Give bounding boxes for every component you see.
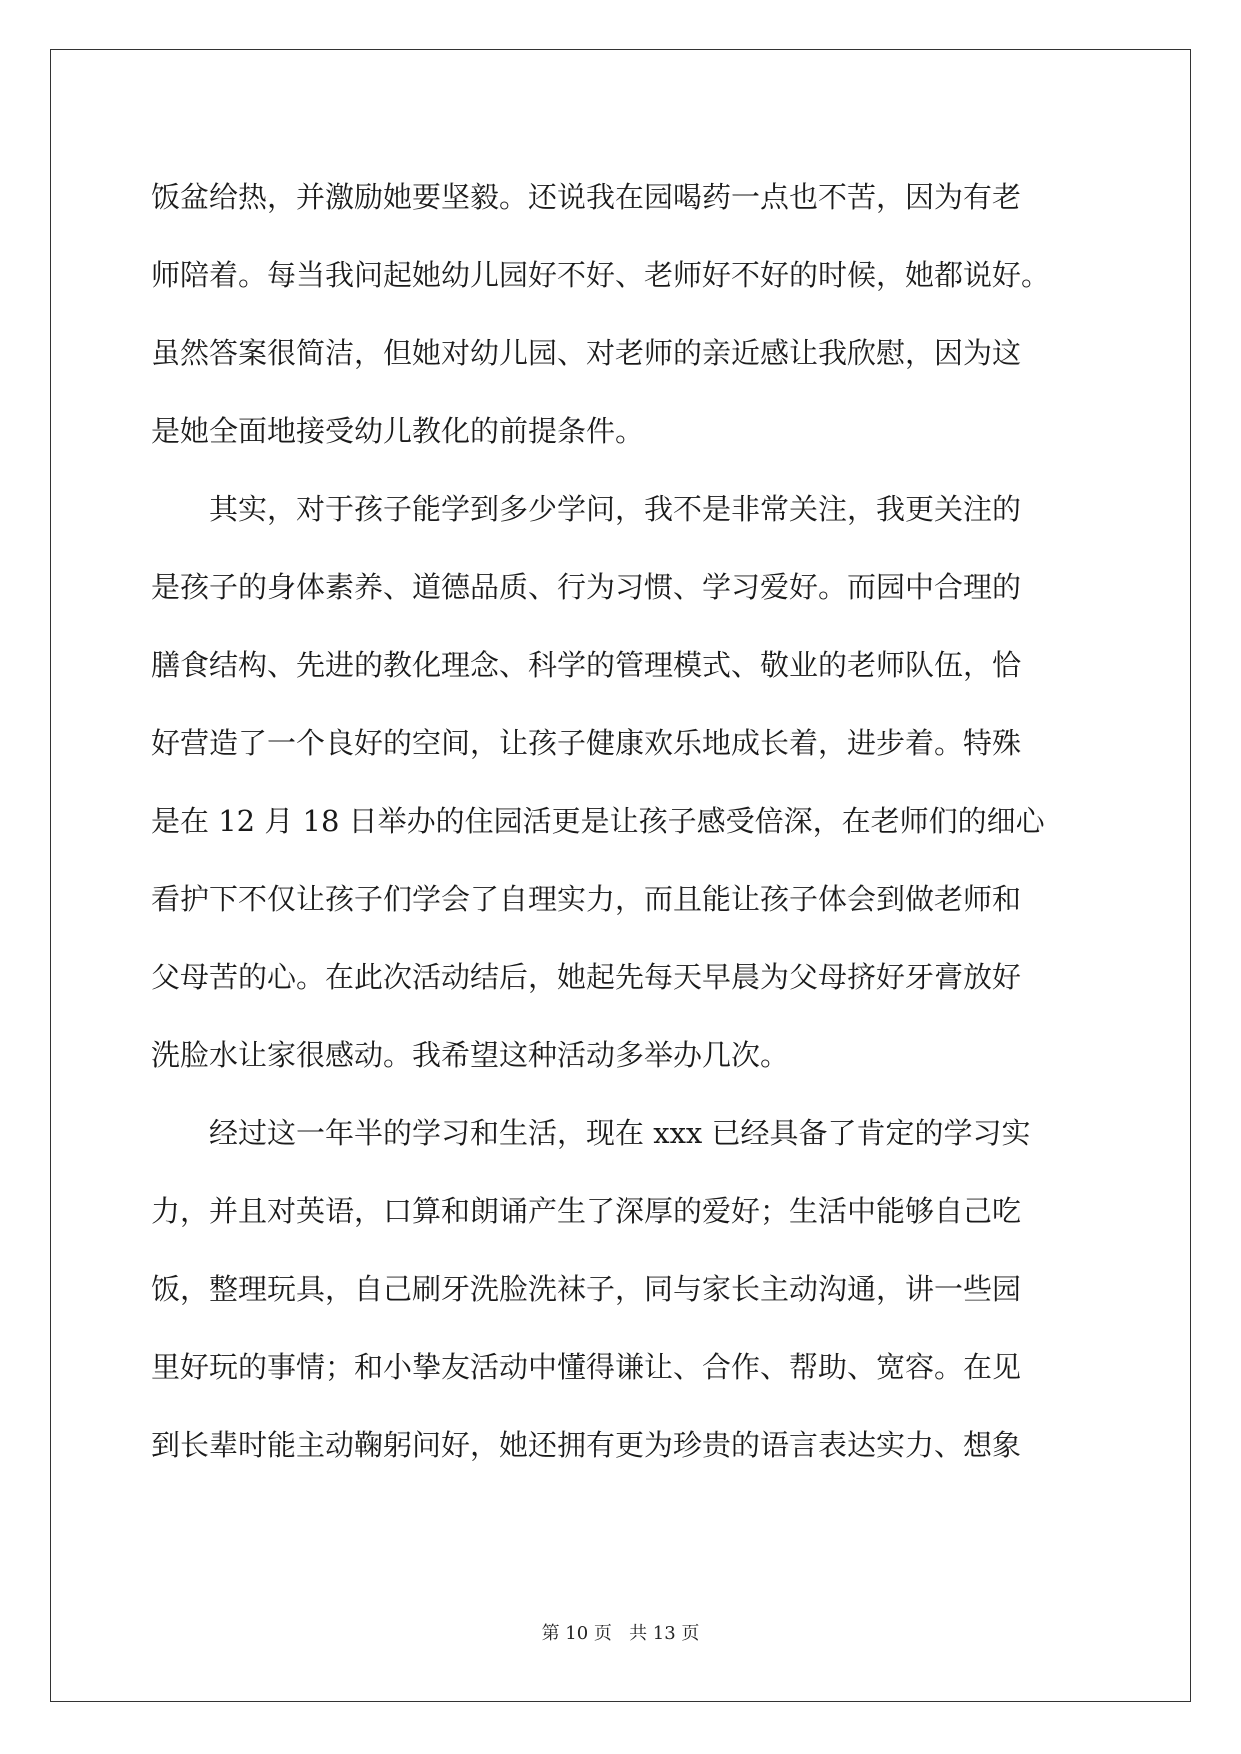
text-line: 是在 12 月 18 日举办的住园活更是让孩子感受倍深，在老师们的细心: [151, 804, 1045, 838]
text-line: 是她全面地接受幼儿教化的前提条件。: [151, 414, 645, 448]
text-line: 饭，整理玩具，自己刷牙洗脸洗袜子，同与家长主动沟通，讲一些园: [151, 1272, 1022, 1306]
text-line: 里好玩的事情；和小挚友活动中懂得谦让、合作、帮助、宽容。在见: [151, 1350, 1022, 1384]
text-line: 是孩子的身体素养、道德品质、行为习惯、学习爱好。而园中合理的: [151, 570, 1022, 604]
text-line: 其实，对于孩子能学到多少学问，我不是非常关注，我更关注的: [151, 492, 1022, 526]
page-number: 第 10 页 共 13 页: [541, 1623, 700, 1644]
text-line: 父母苦的心。在此次活动结后，她起先每天早晨为父母挤好牙膏放好: [151, 960, 1022, 994]
text-line: 饭盆给热，并激励她要坚毅。还说我在园喝药一点也不苦，因为有老: [151, 180, 1022, 214]
text-line: 经过这一年半的学习和生活，现在 xxx 已经具备了肯定的学习实: [151, 1116, 1031, 1150]
text-line: 力，并且对英语，口算和朗诵产生了深厚的爱好；生活中能够自己吃: [151, 1194, 1022, 1228]
text-line: 虽然答案很简洁，但她对幼儿园、对老师的亲近感让我欣慰，因为这: [151, 336, 1022, 370]
text-line: 到长辈时能主动鞠躬问好，她还拥有更为珍贵的语言表达实力、想象: [151, 1428, 1022, 1462]
document-body: [151, 158, 1086, 1484]
text-line: 师陪着。每当我问起她幼儿园好不好、老师好不好的时候，她都说好。: [151, 258, 1051, 292]
text-line: 膳食结构、先进的教化理念、科学的管理模式、敬业的老师队伍，恰: [151, 648, 1022, 682]
text-line: 好营造了一个良好的空间，让孩子健康欢乐地成长着，进步着。特殊: [151, 726, 1022, 760]
page-footer: [0, 1619, 1241, 1645]
text-line: 洗脸水让家很感动。我希望这种活动多举办几次。: [151, 1038, 790, 1072]
text-line: 看护下不仅让孩子们学会了自理实力，而且能让孩子体会到做老师和: [151, 882, 1022, 916]
